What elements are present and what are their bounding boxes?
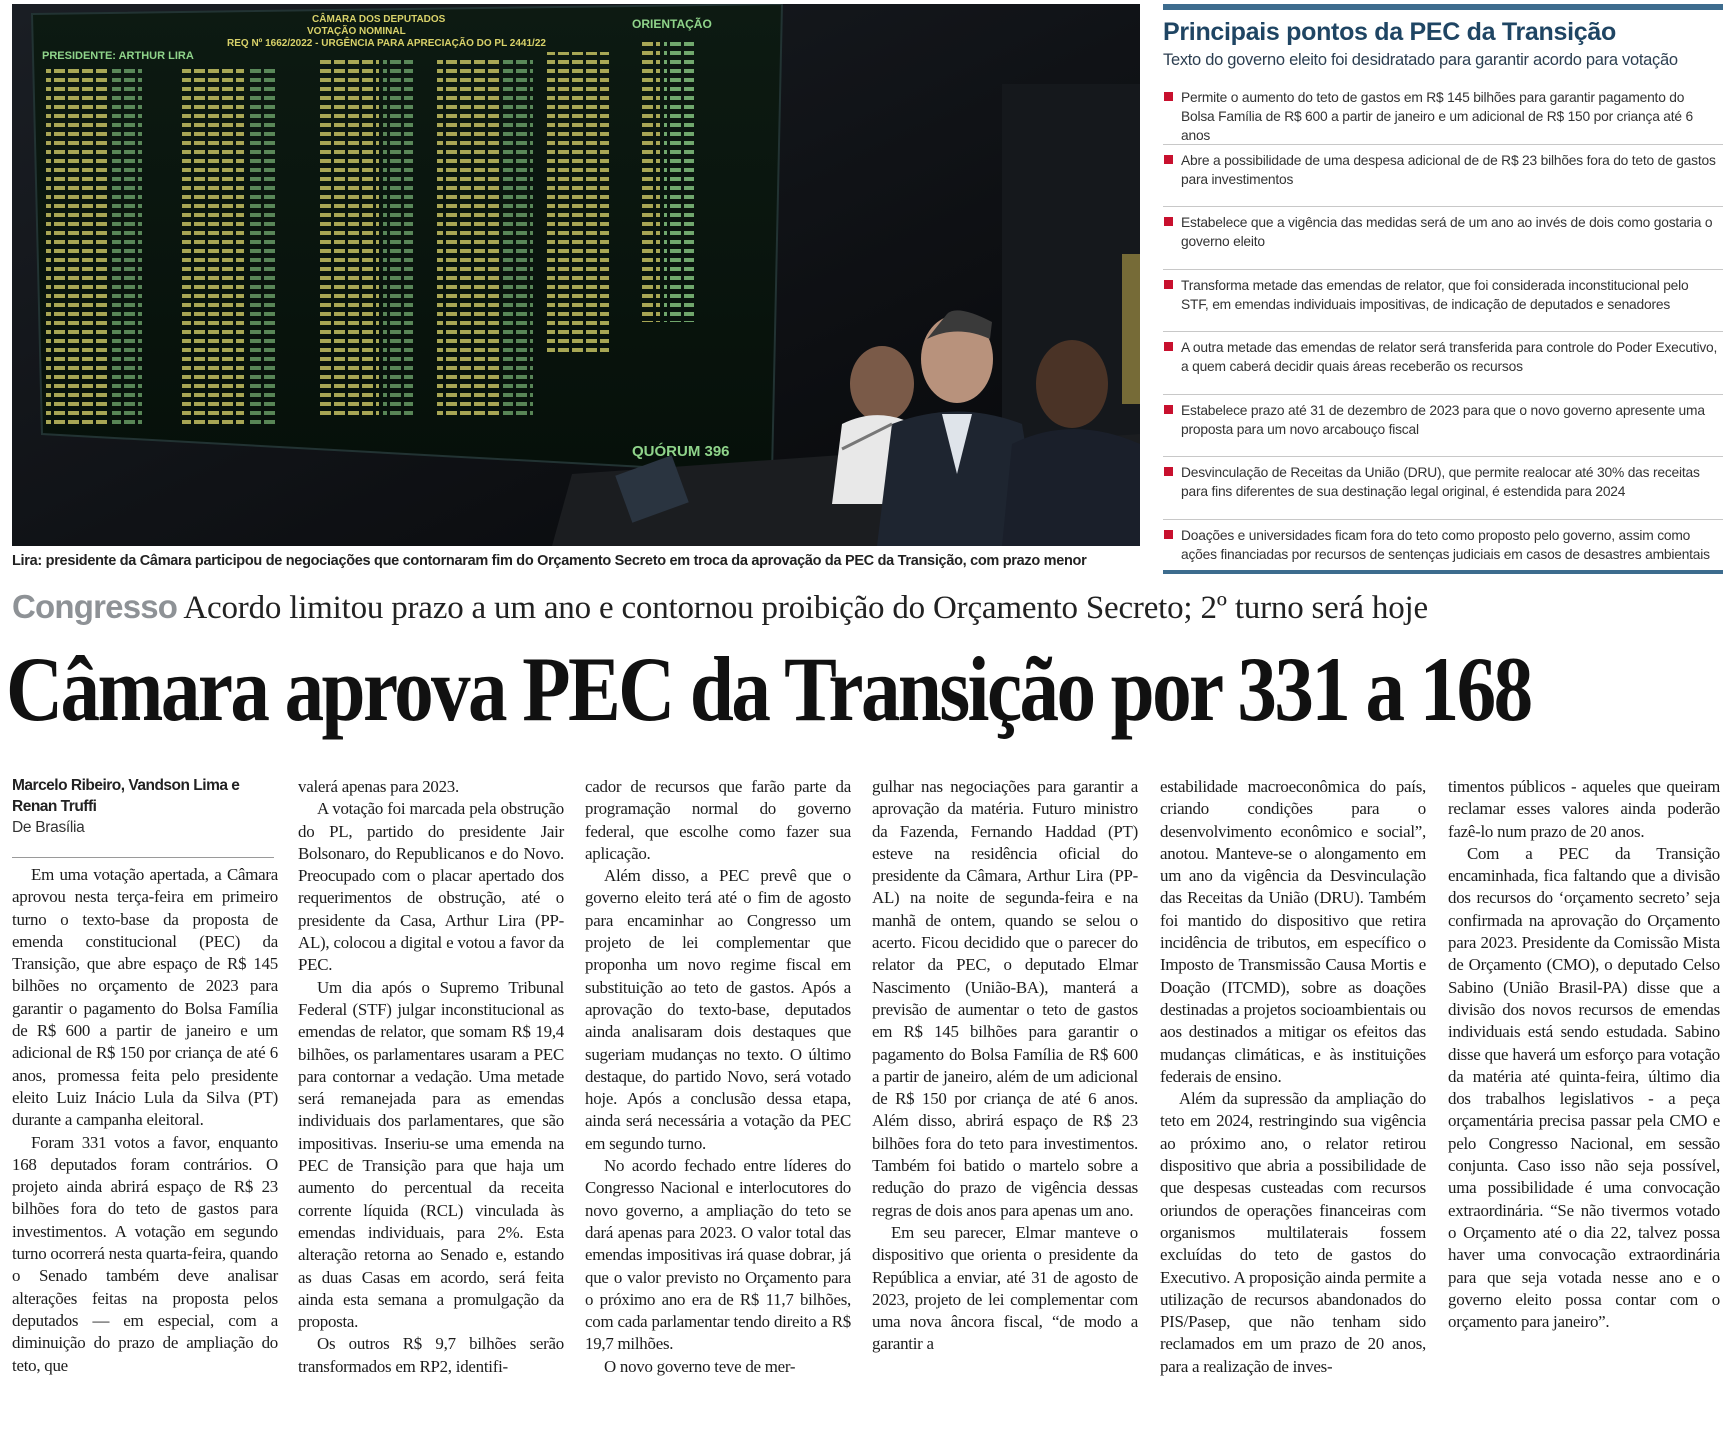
paragraph: valerá apenas para 2023. [298,777,459,796]
bullet-square-icon [1164,280,1173,289]
box-item-text: Doações e universidades ficam fora do teto como proposto pelo governo, assim como ações financiadas por recursos de sentenças judiciais em casos de desastres ambientais [1181,527,1710,562]
bullet-square-icon [1164,467,1173,476]
box-item-text: Transforma metade das emendas de relator, que foi considerada inconstitucional pelo STF, em emendas individuais impositivas, de indicação de deputados e senadores [1181,277,1689,312]
box-item [1163,457,1723,520]
article-column-1 [12,864,278,1377]
paragraph: Os outros R$ 9,7 bilhões serão transformados em RP2, identifi- [298,1334,564,1376]
board-title-2: VOTAÇÃO NOMINAL [307,26,406,37]
bullet-square-icon [1164,155,1173,164]
box-item [1163,145,1723,208]
byline-location: De Brasília [12,819,85,836]
article-column-2 [298,776,564,1378]
headline: Câmara aprova PEC da Transição por 331 a 168 [6,638,1531,740]
article-column-5 [1160,776,1426,1378]
paragraph: gulhar nas negociações para garantir a aprovação da matéria. Futuro ministro da Fazenda, Fernando Haddad (PT) esteve na residência oficial do presidente da Câmara, Arthur Lira (PP-AL) na noite de segunda-feira e na manhã de ontem, quando se selou o acerto. Ficou decidido que o parecer do relator da PEC, o deputado Elmar Nascimento (União-BA), manterá a previsão de aumentar o teto de gastos em R$ 145 bilhões para garantir o pagamento do Bolsa Família de R$ 600 a partir de janeiro, além de um adicional de R$ 150 por criança de até 6 anos. Além disso, abrirá espaço de R$ 23 bilhões fora do teto para investimentos. Também foi batido o martelo sobre a redução do prazo de vigência dessas regras de dois anos para apenas um ano. [872,777,1138,1220]
byline-authors: Marcelo Ribeiro, Vandson Lima e Renan Truffi [12,777,240,815]
box-item-text: Permite o aumento do teto de gastos em R$ 145 bilhões para garantir pagamento do Bolsa Família de R$ 600 a partir de janeiro e um adicional de R$ 150 por criança até 6 anos [1181,90,1693,143]
article-column-3 [585,776,851,1378]
paragraph: Além da supressão da ampliação do teto em 2024, restringindo sua vigência ao próximo ano, o relator retirou dispositivo que abria a possibilidade de que despesas custeadas com recursos oriundos de operações financeiras com organismos multilaterais fossem excluídas do teto de gastos do Executivo. A proposição ainda permite a utilização de recursos abandonados do PIS/Pasep, que não tenham sido reclamados em um prazo de 20 anos, para a realização de inves- [1160,1089,1426,1376]
paragraph: timentos públicos - aqueles que queiram reclamar esses valores ainda poderão fazê-lo num prazo de 20 anos. [1448,777,1720,841]
paragraph: cador de recursos que farão parte da programação normal do governo federal, que escolhe como fazer sua aplicação. [585,777,851,863]
box-top-rule [1163,4,1723,10]
paragraph: estabilidade macroeconômica do país, criando condições para o desenvolvimento econômico e social”, anotou. Manteve-se o alongamento em um ano da vigência da Desvinculação das Receitas da União (DRU). Também foi mantido do dispositivo que retira incidência de tributos, em específico o Imposto de Transmissão Causa Mortis e Doação (ITCMD), sobre as doações destinadas a projetos socioambientais ou aos destinados a mitigar os efeitos das mudanças climáticas, e às instituições federais de ensino. [1160,777,1426,1086]
bullet-square-icon [1164,217,1173,226]
paragraph: Além disso, a PEC prevê que o governo eleito terá até o fim de agosto para encaminhar ao Congresso um projeto de lei complementar que proponha um novo regime fiscal em substituição ao teto de gastos. Após a aprovação do texto-base, deputados ainda analisaram dois destaques que sugeriam mudanças no texto. O último destaque, do partido Novo, será votado hoje. Após a conclusão dessa etapa, ainda será necessária a votação da PEC em segundo turno. [585,866,851,1153]
key-points-box [1163,4,1723,574]
board-title-1: CÂMARA DOS DEPUTADOS [312,14,446,25]
paragraph: Em uma votação apertada, a Câmara aprovou nesta terça-feira em primeiro turno o texto-base da proposta de emenda constitucional (PEC) da Transição, que abre espaço de R$ 145 bilhões no orçamento de 2023 para garantir o pagamento do Bolsa Família de R$ 600 a partir de janeiro e um adicional de R$ 150 por criança de até 6 anos, promessa feita pelo presidente eleito Luiz Inácio Lula da Silva (PT) durante a campanha eleitoral. [12,865,278,1130]
bullet-square-icon [1164,92,1173,101]
box-item [1163,82,1723,145]
kicker-text: Acordo limitou prazo a um ano e contornou proibição do Orçamento Secreto; 2º turno será hoje [183,590,1428,626]
plenary-photo-illustration [12,4,1140,546]
box-item [1163,520,1723,583]
section-label: Congresso [12,588,178,625]
bullet-square-icon [1164,530,1173,539]
box-item-text: Abre a possibilidade de uma despesa adicional de de R$ 23 bilhões fora do teto de gastos para investimentos [1181,152,1716,187]
box-item [1163,332,1723,395]
paragraph: O novo governo teve de mer- [604,1356,796,1376]
box-item-text: Desvinculação de Receitas da União (DRU), que permite realocar até 30% das receitas para fins diferentes de sua destinação legal original, é estendida para 2024 [1181,465,1700,499]
bullet-square-icon [1164,405,1173,414]
box-item-text: Estabelece que a vigência das medidas será de um ano ao invés de dois como gostaria o governo eleito [1181,215,1713,249]
paragraph: Em seu parecer, Elmar manteve o dispositivo que orienta o presidente da República a enviar, até 31 de agosto de 2023, projeto de lei complementar com uma nova âncora fiscal, “de modo a garantir a [872,1222,1138,1354]
paragraph: No acordo fechado entre líderes do Congresso Nacional e interlocutores do novo governo, a ampliação do teto se dará apenas para 2023. O valor total das emendas impositivas irá quase dobrar, já que o valor previsto no Orçamento para o próximo ano era de R$ 11,7 bilhões, com cada parlamentar tendo direito a R$ 19,7 milhões. [585,1156,851,1354]
bullet-square-icon [1164,342,1173,351]
board-title-3: REQ Nº 1662/2022 - URGÊNCIA PARA APRECIAÇÃO DO PL 2441/22 [227,38,546,49]
box-item-text: Estabelece prazo até 31 de dezembro de 2023 para que o novo governo apresente uma proposta para um novo arcabouço fiscal [1181,402,1705,437]
article-column-4 [872,776,1138,1356]
board-orientation: ORIENTAÇÃO [632,17,712,31]
paragraph: Com a PEC da Transição encaminhada, fica faltando que a divisão dos recursos do ‘orçamento secreto’ seja confirmada na aprovação do Orçamento para 2023. Presidente da Comissão Mista de Orçamento (CMO), o deputado Celso Sabino (União Brasil-PA) disse que a divisão dos novos recursos de emendas individuais está sendo estudada. Sabino disse que haverá um esforço para votação da matéria até quinta-feira, último dia dos trabalhos legislativos - a peça orçamentária precisa passar pela CMO e pelo Congresso Nacional, em sessão conjunta. Caso isso não seja possível, uma possibilidade é uma convocação extraordinária. “Se não tivermos votado o Orçamento até o dia 22, talvez possa haver uma convocação extraordinária para que seja votada nesse ano e o governo eleito possa contar com o orçamento para janeiro”. [1448,843,1720,1332]
box-item-text: A outra metade das emendas de relator será transferida para controle do Poder Executivo, a quem caberá decidir quais áreas receberão os recursos [1181,340,1718,374]
article-column-6 [1448,776,1720,1333]
box-item [1163,207,1723,270]
paragraph: Foram 331 votos a favor, enquanto 168 deputados foram contrários. O projeto ainda abrirá espaço de R$ 23 bilhões fora do teto de gastos para investimentos. A votação em segundo turno ocorrerá nesta quarta-feira, quando o Senado também deve analisar alterações feitas na proposta pelos deputados — em especial, com a diminuição do prazo de ampliação do teto, que [12,1132,278,1375]
box-item [1163,270,1723,333]
photo-caption: Lira: presidente da Câmara participou de negociações que contornaram fim do Orçamento Secreto em troca da aprovação da PEC da Transição, com prazo menor [12,553,1087,569]
box-title: Principais pontos da PEC da Transição [1163,18,1616,46]
board-quorum: QUÓRUM 396 [632,443,730,460]
byline [12,775,274,839]
paragraph: A votação foi marcada pela obstrução do PL, partido do presidente Jair Bolsonaro, do Republicanos e do Novo. Preocupado com o placar apertado dos requerimentos de obstrução, até o presidente da Casa, Arthur Lira (PP-AL), colocou a digital e votou a favor da PEC. [298,799,564,975]
paragraph: Um dia após o Supremo Tribunal Federal (STF) julgar inconstitucional as emendas de relator, que somam R$ 19,4 bilhões, os parlamentares usaram a PEC para contornar a vedação. Uma metade será remanejada para as emendas individuais dos parlamentares, que são impositivas. Inseriu-se uma emenda na PEC de Transição para que haja um aumento do percentual da receita corrente líquida (RCL) vinculada às emendas individuais, para 2%. Esta alteração retorna ao Senado e, estando as duas Casas em acordo, será feita ainda esta semana a promulgação da proposta. [298,977,564,1332]
box-item [1163,395,1723,458]
board-president: PRESIDENTE: ARTHUR LIRA [42,50,194,62]
box-subtitle: Texto do governo eleito foi desidratado para garantir acordo para votação [1163,51,1678,69]
news-photo [12,4,1140,546]
byline-divider [12,857,274,858]
box-list [1163,82,1723,582]
kicker [12,588,1727,627]
